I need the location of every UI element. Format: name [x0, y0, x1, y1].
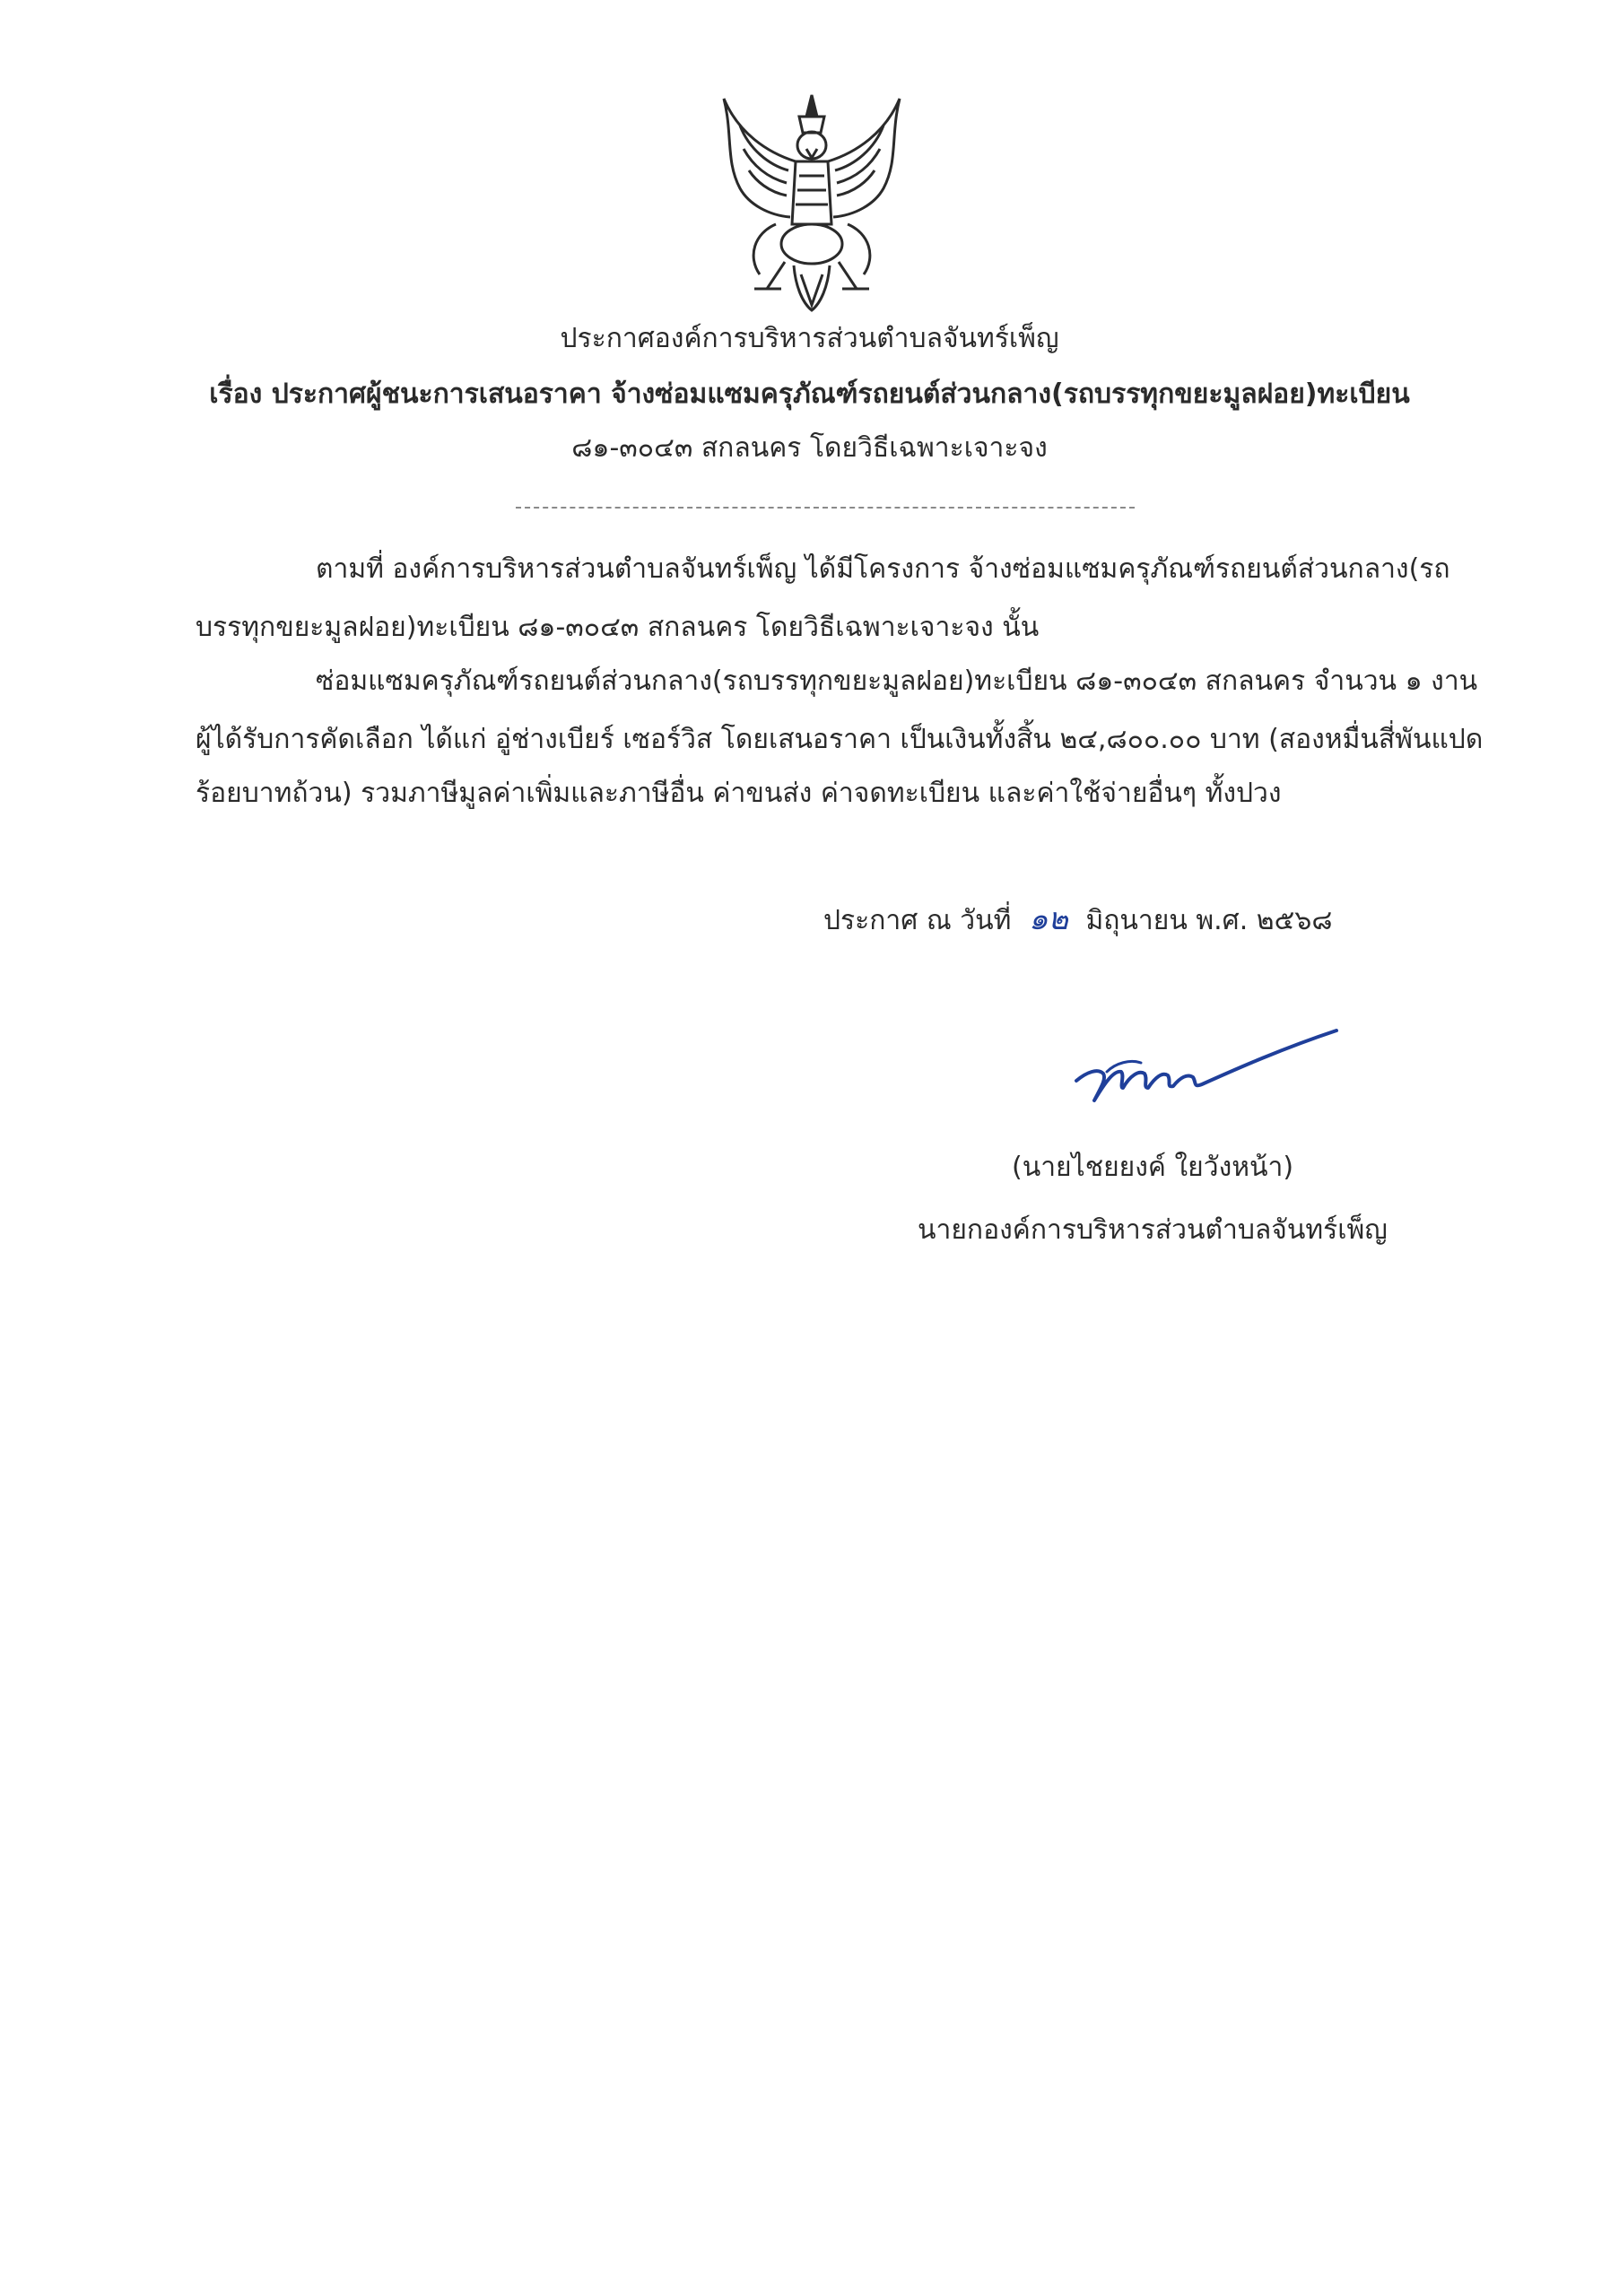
header-divider: [516, 507, 1135, 509]
subject-line-1: เรื่อง ประกาศผู้ชนะการเสนอราคา จ้างซ่อมแซมครุภัณฑ์รถยนต์ส่วนกลาง(รถบรรทุกขยะมูลฝอย)ทะเบียน: [209, 378, 1410, 410]
paragraph-1-line-2: บรรทุกขยะมูลฝอย)ทะเบียน ๘๑-๓๐๔๓ สกลนคร โดยวิธีเฉพาะเจาะจง นั้น: [196, 612, 1040, 643]
handwritten-signature: [1067, 1018, 1354, 1117]
signatory-position: นายกองค์การบริหารส่วนตำบลจันทร์เพ็ญ: [918, 1214, 1388, 1246]
paragraph-2-line-1: ซ่อมแซมครุภัณฑ์รถยนต์ส่วนกลาง(รถบรรทุกขยะมูลฝอย)ทะเบียน ๘๑-๓๐๔๓ สกลนคร จำนวน ๑ งาน: [316, 665, 1478, 697]
paragraph-2-line-2: ผู้ได้รับการคัดเลือก ได้แก่ อู่ช่างเบียร์ เซอร์วิส โดยเสนอราคา เป็นเงินทั้งสิ้น ๒๔,๘๐๐.๐๐ บาท (สองหมื่นสี่พันแปด: [196, 724, 1484, 755]
date-day: ๑๒: [1028, 901, 1068, 937]
paragraph-2-line-3: ร้อยบาทถ้วน) รวมภาษีมูลค่าเพิ่มและภาษีอื่น ค่าขนส่ง ค่าจดทะเบียน และค่าใช้จ่ายอื่นๆ ทั้งปวง: [196, 778, 1282, 809]
subject-line-2: ๘๑-๓๐๔๓ สกลนคร โดยวิธีเฉพาะเจาะจง: [571, 432, 1048, 464]
document-title: ประกาศองค์การบริหารส่วนตำบลจันทร์เพ็ญ: [560, 323, 1059, 354]
announcement-date: [823, 901, 1332, 939]
garuda-emblem-icon: [713, 90, 910, 318]
date-prefix: ประกาศ ณ วันที่: [823, 905, 1012, 936]
signatory-name: (นายไชยยงค์ ใยวังหน้า): [1012, 1152, 1294, 1183]
date-month-year: มิถุนายน พ.ศ. ๒๕๖๘: [1085, 905, 1333, 936]
paragraph-1-line-1: ตามที่ องค์การบริหารส่วนตำบลจันทร์เพ็ญ ได้มีโครงการ จ้างซ่อมแซมครุภัณฑ์รถยนต์ส่วนกลาง(รถ: [316, 553, 1450, 585]
